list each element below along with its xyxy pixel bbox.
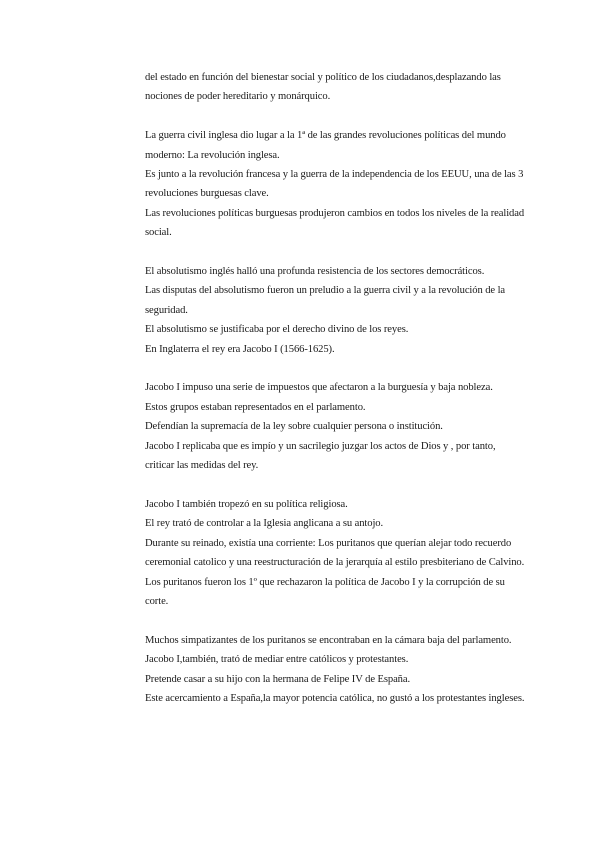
text-line: Las disputas del absolutismo fueron un preludio a la guerra civil y a la revolución de la seguridad. xyxy=(145,285,506,316)
text-line: Durante su reinado, existía una corriente: Los puritanos que querían alejar todo recuerdo ceremonial catolico y una reestructuración de la jerarquía al estilo presbiteriano de Calvino. xyxy=(145,537,525,569)
paragraph xyxy=(145,631,525,709)
text-line: Jacobo I también tropezó en su política religiosa. xyxy=(145,498,348,510)
document-body xyxy=(145,68,525,728)
paragraph xyxy=(145,495,525,611)
text-line: Pretende casar a su hijo con la hermana de Felipe IV de España. xyxy=(145,673,411,685)
text-line: La guerra civil inglesa dio lugar a la 1ª de las grandes revoluciones políticas del mundo moderno: La revolución inglesa. xyxy=(145,130,506,161)
text-line: El rey trató de controlar a la Iglesia anglicana a su antojo. xyxy=(145,518,384,530)
text-line: Jacobo I,también, trató de mediar entre católicos y protestantes. xyxy=(145,654,409,666)
text-line: El absolutismo inglés halló una profunda resistencia de los sectores democráticos. xyxy=(145,266,485,278)
text-line: del estado en función del bienestar social y político de los ciudadanos,desplazando las nociones de poder hereditario y monárquico. xyxy=(145,72,501,103)
text-line: Los puritanos fueron los 1º que rechazaron la política de Jacobo I y la corrupción de su corte. xyxy=(145,576,505,607)
text-line: El absolutismo se justificaba por el derecho divino de los reyes. xyxy=(145,324,409,336)
paragraph xyxy=(145,378,525,475)
text-line: Muchos simpatizantes de los puritanos se encontraban en la cámara baja del parlamento. xyxy=(145,634,512,646)
text-line: Jacobo I replicaba que es impío y un sacrilegio juzgar los actos de Dios y , por tanto, criticar las medidas del rey. xyxy=(145,440,496,472)
text-line: Jacobo I impuso una serie de impuestos que afectaron a la burguesía y baja nobleza. xyxy=(145,382,493,394)
text-line: Defendían la supremacía de la ley sobre cualquier persona o institución. xyxy=(145,421,443,433)
text-line: En Inglaterra el rey era Jacobo I (1566-1625). xyxy=(145,343,335,355)
paragraph xyxy=(145,68,525,107)
paragraph xyxy=(145,126,525,242)
text-line: Este acercamiento a España,la mayor potencia católica, no gustó a los protestantes ingleses. xyxy=(145,692,525,704)
text-line: Estos grupos estaban representados en el parlamento. xyxy=(145,401,366,413)
text-line: Es junto a la revolución francesa y la guerra de la independencia de los EEUU, una de las 3 revoluciones burguesas clave. xyxy=(145,169,524,200)
paragraph xyxy=(145,262,525,359)
text-line: Las revoluciones políticas burguesas produjeron cambios en todos los niveles de la realidad social. xyxy=(145,207,525,239)
